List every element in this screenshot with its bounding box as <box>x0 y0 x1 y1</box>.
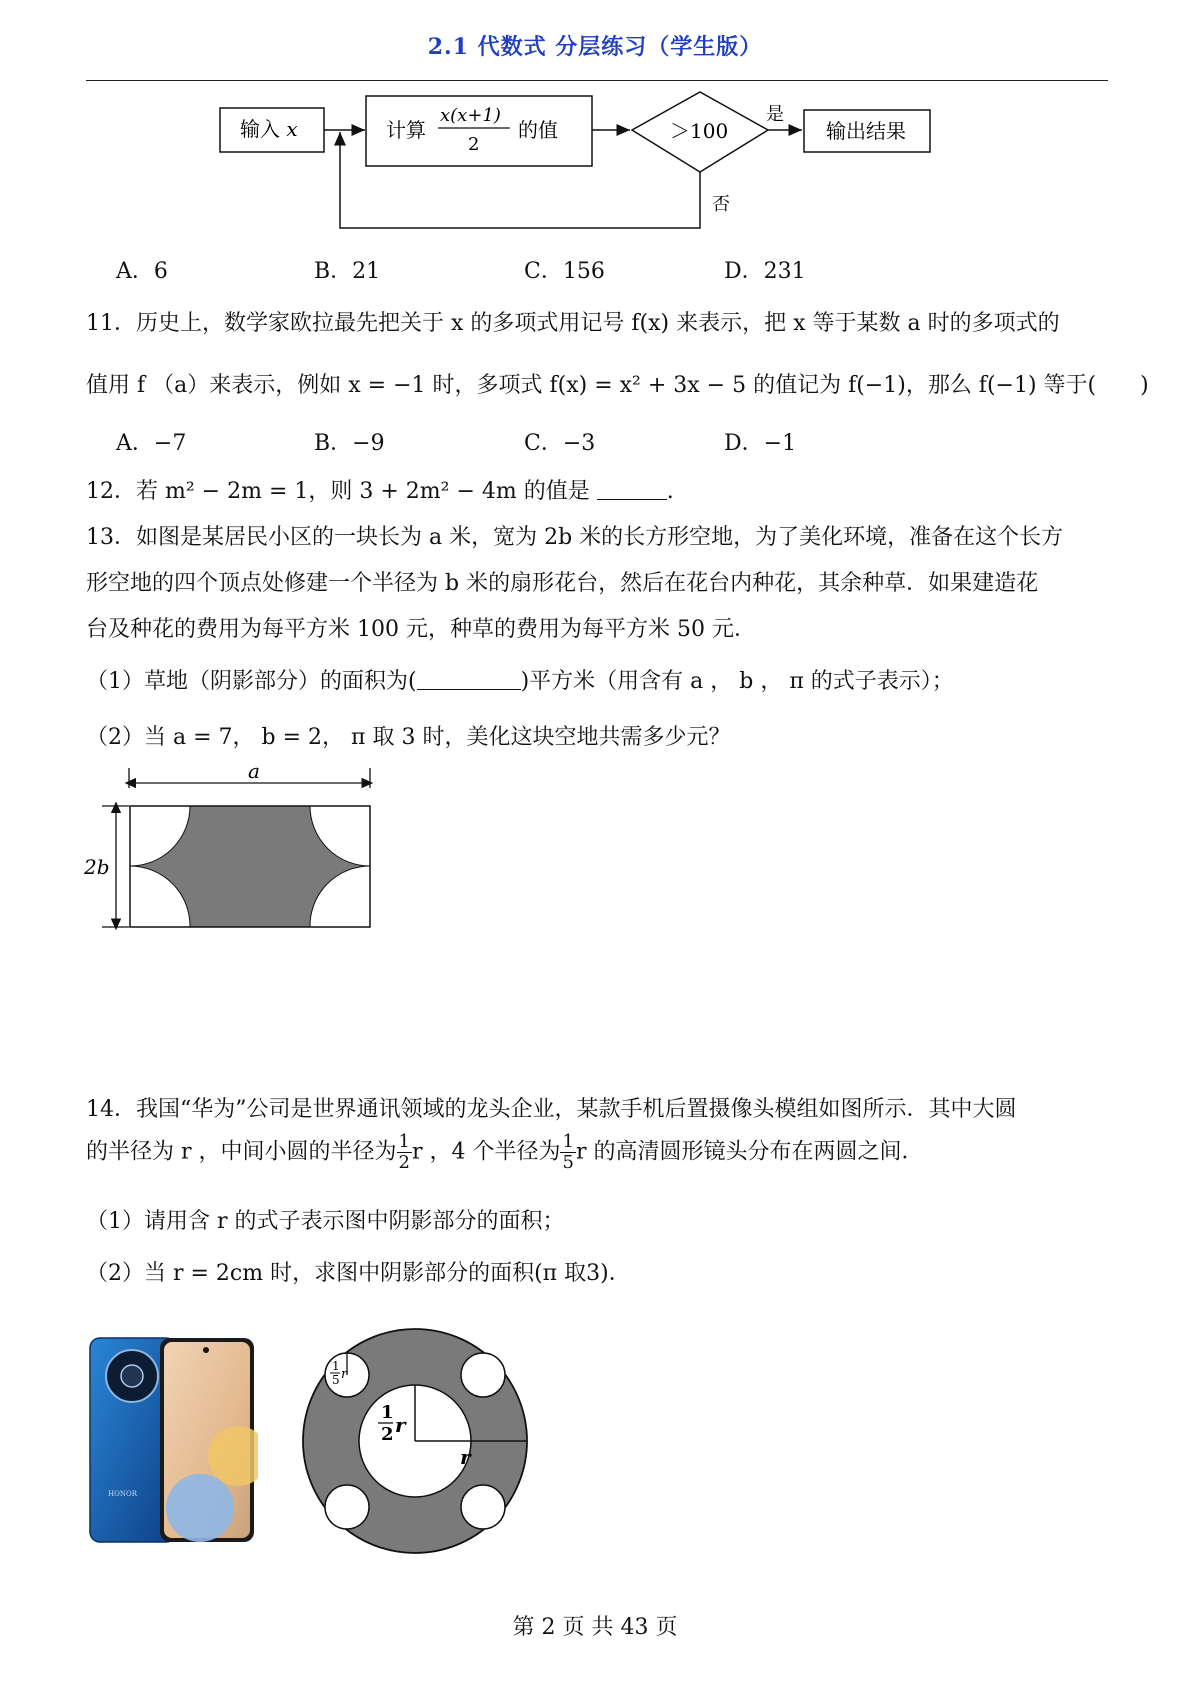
q14-label-half-num: 1 <box>381 1402 394 1423</box>
q14-frac-fifth-den: 5 <box>562 1152 574 1173</box>
q11-stem-line1: 11．历史上，数学家欧拉最先把关于 x 的多项式用记号 f(x) 来表示，把 x 等于某数 a 时的多项式的 <box>86 311 1060 336</box>
q13-sub1-pre: （1）草地（阴影部分）的面积为( <box>86 669 417 694</box>
q14-frac-half-den: 2 <box>398 1152 410 1173</box>
q13-rectangle-figure <box>80 760 380 935</box>
svg-text:输入 x <box>240 117 298 141</box>
q13-sub2: （2）当 a = 7， b = 2， π 取 3 时，美化这块空地共需多少元？ <box>86 725 731 750</box>
phone-front-camera-icon <box>203 1347 209 1353</box>
flow-calc-suffix: 的值 <box>518 118 558 142</box>
flow-input-var: x <box>286 117 298 141</box>
q13-label-a: a <box>248 760 260 783</box>
page-header-title: 2.1 代数式 分层练习（学生版） <box>427 34 763 60</box>
q11-option-a: A．−7 <box>116 431 187 456</box>
q11-option-c: C．−3 <box>524 431 596 456</box>
q13-sub1-post: )平方米（用含有 a ， b ， π 的式子表示）； <box>520 669 954 694</box>
q10-option-b: B．21 <box>314 259 381 284</box>
q12-stem-text: 12．若 m² − 2m = 1，则 3 + 2m² − 4m 的值是 <box>86 479 590 504</box>
q13-stem-line3: 台及种花的费用为每平方米 100 元，种草的费用为每平方米 50 元． <box>86 617 756 642</box>
page-number-footer: 第 2 页 共 43 页 <box>512 1615 678 1640</box>
phone-brand-text: HONOR <box>108 1490 137 1498</box>
q12-answer-blank[interactable] <box>597 479 667 500</box>
flow-loop-back-line <box>340 132 700 228</box>
q14-lens-bottom-right <box>461 1485 505 1529</box>
q13-stem-line1: 13．如图是某居民小区的一块长为 a 米，宽为 2b 米的长方形空地，为了美化环境，准备在这个长方 <box>86 525 1064 550</box>
q13-grass-shaded-region <box>130 806 370 927</box>
q10-option-d: D．231 <box>724 259 806 284</box>
q14-lens-bottom-left <box>325 1485 369 1529</box>
q14-line2-a: 的半径为 r ，中间小圆的半径为 <box>86 1139 397 1165</box>
q14-frac-half-num: 1 <box>398 1131 410 1152</box>
q14-camera-diagram <box>300 1326 530 1556</box>
phone-camera-lens-icon <box>121 1365 143 1387</box>
q12-stem <box>86 474 674 505</box>
q14-label-half-den: 2 <box>381 1424 394 1445</box>
q13-stem-line2: 形空地的四个顶点处修建一个半径为 b 米的扇形花台，然后在花台内种花，其余种草．如果建造花 <box>86 571 1039 596</box>
q14-label-fifth-r: r <box>341 1367 348 1382</box>
flow-no-label: 否 <box>712 194 730 215</box>
q14-lens-top-right <box>461 1353 505 1397</box>
q14-label-fifth-den: 5 <box>332 1373 340 1387</box>
q13-label-2b: 2b <box>84 855 110 879</box>
q11-stem-line2: 值用 f （a）来表示，例如 x = −1 时，多项式 f(x) = x² + 3x − 5 的值记为 f(−1)，那么 f(−1) 等于( ) <box>86 373 1149 398</box>
q14-line2-b: r ，4 个半径为 <box>411 1139 561 1165</box>
flow-output-label: 输出结果 <box>826 119 906 143</box>
q13-sub1-answer-blank[interactable] <box>417 669 521 690</box>
q13-sub1 <box>86 664 954 695</box>
flow-calc-prefix: 计算 <box>386 118 426 142</box>
q14-label-big-r: r <box>460 1445 471 1469</box>
flow-decision-condition: ＞100 <box>670 119 729 143</box>
q14-label-fifth-num: 1 <box>332 1359 340 1373</box>
flow-input-label: 输入 <box>240 117 280 141</box>
q14-label-half-r: r <box>395 1413 406 1437</box>
flow-yes-label: 是 <box>766 104 784 125</box>
q10-option-a: A．6 <box>116 259 168 284</box>
q11-option-b: B．−9 <box>314 431 385 456</box>
q14-stem-line1: 14．我国“华为”公司是世界通讯领域的龙头企业，某款手机后置摄像头模组如图所示．其中大圆 <box>86 1097 1017 1122</box>
flowchart-figure <box>200 90 1000 235</box>
q14-stem-line2 <box>86 1132 923 1173</box>
q14-sub2: （2）当 r = 2cm 时，求图中阴影部分的面积(π 取3)． <box>86 1261 631 1286</box>
q10-option-c: C．156 <box>524 259 605 284</box>
q14-line2-c: r 的高清圆形镜头分布在两圆之间． <box>575 1139 924 1165</box>
q12-stem-end: . <box>666 479 674 504</box>
header-divider <box>86 80 1108 81</box>
flow-calc-numerator: x(x+1) <box>440 105 501 126</box>
q14-sub1: （1）请用含 r 的式子表示图中阴影部分的面积； <box>86 1209 565 1234</box>
q14-fraction-fifth <box>560 1132 575 1173</box>
q14-frac-fifth-num: 1 <box>562 1131 574 1152</box>
q14-fraction-half <box>397 1132 412 1173</box>
q11-option-d: D．−1 <box>724 431 797 456</box>
phone-illustration <box>88 1336 258 1546</box>
phone-wallpaper-circle-blue <box>166 1474 234 1542</box>
flow-calc-denominator: 2 <box>468 134 480 155</box>
